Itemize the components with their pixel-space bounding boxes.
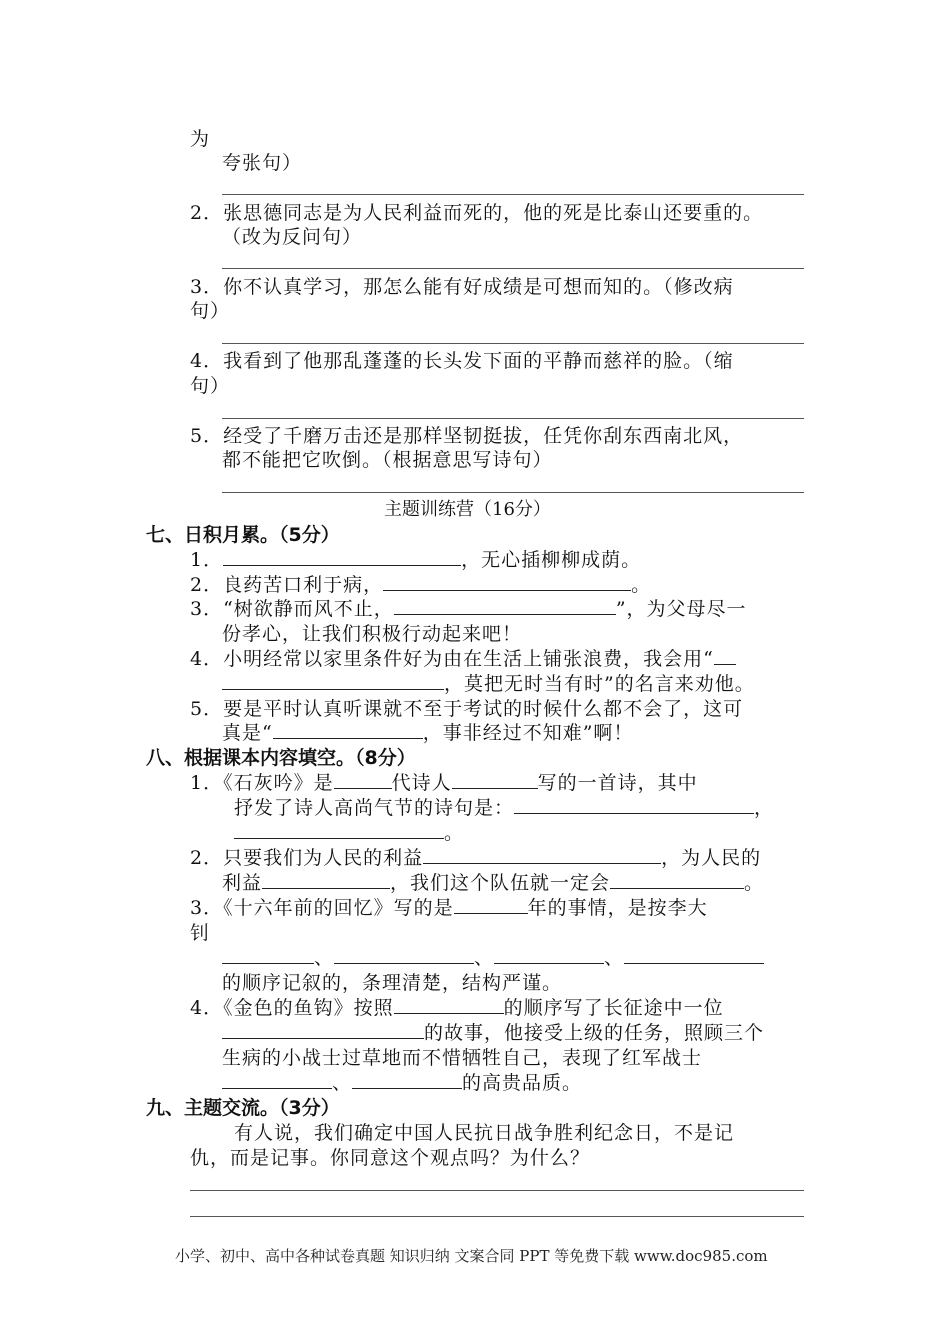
- sec8-item-1-cont: 抒发了诗人高尚气节的诗句是： ，: [234, 797, 775, 819]
- blank[interactable]: [454, 896, 528, 914]
- sec7-item-4-cont: ，莫把无时当有时”的名言来劝他。: [222, 672, 755, 696]
- sec8-item-2: 2．只要我们为人民的利益 ，为人民的: [190, 847, 762, 869]
- blank[interactable]: [624, 946, 764, 964]
- sec9-paragraph-line2: 仇，而是记事。你同意这个观点吗？为什么？: [190, 1147, 591, 1169]
- sec8-item-3-cont: 钊: [190, 922, 211, 944]
- blank[interactable]: [383, 573, 631, 591]
- blank[interactable]: [222, 946, 314, 964]
- sec8-item-3-blanks: 、 、 、: [222, 946, 764, 970]
- q1-line2: 夸张句）: [222, 152, 303, 174]
- sec7-item-4: 4．小明经常以家里条件好为由在生活上铺张浪费，我会用“: [190, 647, 736, 671]
- blank[interactable]: [610, 871, 744, 889]
- sec8-item-3: 3．《十六年前的回忆》写的是 年的事情，是按李大: [190, 897, 708, 919]
- blank[interactable]: [394, 996, 504, 1014]
- sec8-item-4-cont: 的故事，他接受上级的任务，照顾三个: [222, 1021, 764, 1045]
- camp-title: 主题训练营（16分）: [384, 499, 551, 520]
- blank[interactable]: [222, 672, 444, 690]
- blank[interactable]: [514, 796, 754, 814]
- section-8-heading: 八、根据课本内容填空。（8分）: [146, 747, 416, 769]
- sec7-item-3: 3．“树欲静而风不止， ”，为父母尽一: [190, 598, 747, 620]
- blank[interactable]: [452, 771, 538, 789]
- blank[interactable]: [714, 647, 736, 665]
- answer-line[interactable]: [222, 268, 804, 269]
- q2-line2: （改为反问句）: [222, 226, 363, 248]
- blank[interactable]: [222, 1021, 424, 1039]
- q3-line2: 句）: [190, 300, 231, 322]
- blank[interactable]: [222, 1071, 332, 1089]
- sec8-item-3-end: 的顺序记叙的，条理清楚，结构严谨。: [222, 972, 563, 994]
- sec7-item-1: 1． ，无心插柳柳成荫。: [190, 549, 642, 571]
- sec7-item-3-cont: 份孝心，让我们积极行动起来吧！: [222, 623, 523, 645]
- answer-line[interactable]: [222, 194, 804, 195]
- answer-line[interactable]: [222, 343, 804, 344]
- sec7-item-2: 2．良药苦口利于病， 。: [190, 574, 652, 596]
- blank[interactable]: [423, 846, 661, 864]
- sec7-item-5-cont: 真是“ ，事非经过不知难”啊！: [222, 722, 634, 744]
- blank[interactable]: [223, 548, 461, 566]
- blank[interactable]: [334, 771, 392, 789]
- blank[interactable]: [352, 1071, 462, 1089]
- footer-text: 小学、初中、高中各种试卷真题 知识归纳 文案合同 PPT 等免费下载 www.doc985.com: [175, 1247, 768, 1265]
- q5-line2: 都不能把它吹倒。（根据意思写诗句）: [222, 449, 553, 471]
- sec8-item-4: 4．《金色的鱼钩》按照 的顺序写了长征途中一位: [190, 997, 724, 1019]
- q3-line1: 3．你不认真学习，那怎么能有好成绩是可想而知的。（修改病: [190, 276, 734, 298]
- q5-line1: 5．经受了千磨万击还是那样坚韧挺拔，任凭你刮东西南北风，: [190, 425, 744, 447]
- blank[interactable]: [394, 597, 616, 615]
- sec9-paragraph-line1: 有人说，我们确定中国人民抗日战争胜利纪念日，不是记: [234, 1122, 735, 1144]
- q1-line1: 为: [190, 128, 211, 150]
- sec8-item-1-end: 。: [234, 821, 464, 845]
- sec8-item-1: 1．《石灰吟》是 代诗人 写的一首诗，其中: [190, 772, 698, 794]
- blank[interactable]: [273, 721, 423, 739]
- answer-line[interactable]: [222, 492, 804, 493]
- blank[interactable]: [494, 946, 604, 964]
- section-7-heading: 七、日积月累。（5分）: [146, 524, 340, 546]
- q4-line1: 4．我看到了他那乱蓬蓬的长头发下面的平静而慈祥的脸。（缩: [190, 350, 734, 372]
- answer-line[interactable]: [190, 1190, 804, 1191]
- q2-line1: 2．张思德同志是为人民利益而死的，他的死是比泰山还要重的。: [190, 202, 764, 224]
- answer-line[interactable]: [190, 1216, 804, 1217]
- answer-line[interactable]: [222, 418, 804, 419]
- sec8-item-4-end: 、 的高贵品质。: [222, 1071, 582, 1095]
- blank[interactable]: [262, 871, 390, 889]
- sec7-item-5: 5．要是平时认真听课就不至于考试的时候什么都不会了，这可: [190, 698, 744, 720]
- blank[interactable]: [234, 821, 444, 839]
- q4-line2: 句）: [190, 375, 231, 397]
- blank[interactable]: [334, 946, 474, 964]
- sec8-item-2-cont: 利益 ，我们这个队伍就一定会 。: [222, 872, 765, 894]
- section-9-heading: 九、主题交流。（3分）: [146, 1097, 340, 1119]
- sec8-item-4-line3: 生病的小战士过草地而不惜牺牲自己，表现了红军战士: [222, 1047, 703, 1069]
